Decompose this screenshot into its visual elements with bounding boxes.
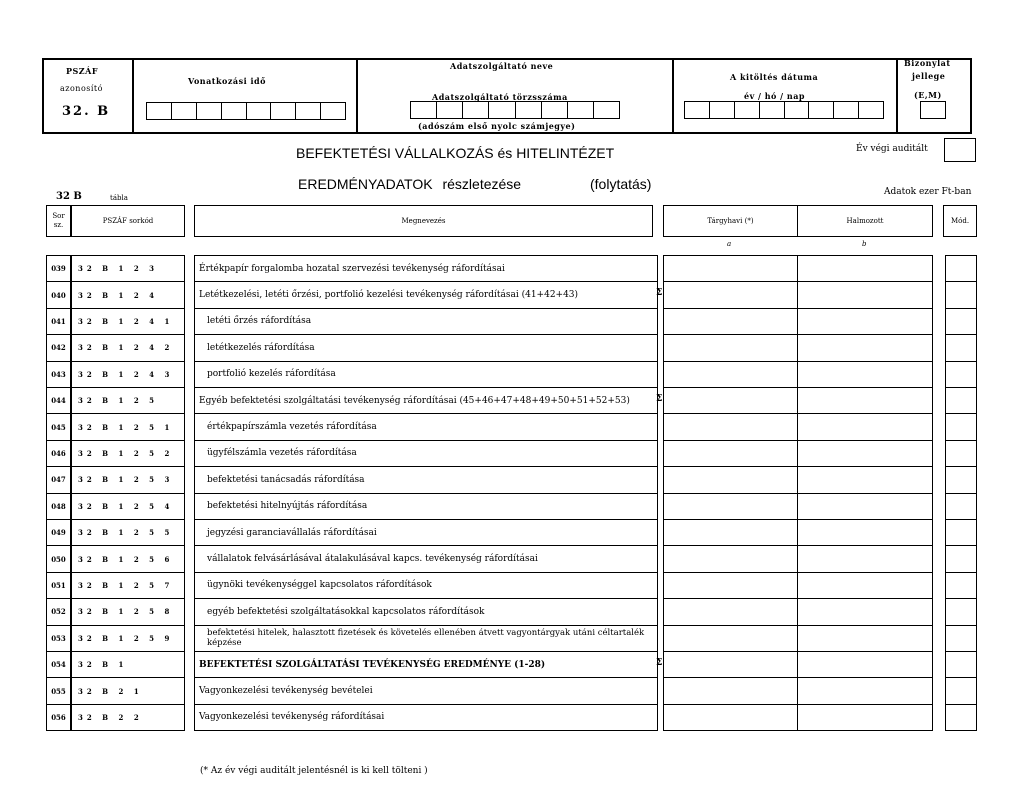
row-label: értékpapírszámla vezetés ráfordítása: [194, 413, 658, 440]
pszaf-code: 32 B 1 2 5 6: [71, 545, 185, 572]
fill-date-input[interactable]: [684, 101, 884, 119]
current-value-cell[interactable]: [663, 493, 798, 520]
current-value-cell[interactable]: [663, 281, 798, 308]
table-row: [0, 466, 1016, 492]
current-value-cell[interactable]: [663, 598, 798, 625]
cumulative-value-cell[interactable]: [797, 308, 933, 335]
table-row: [0, 361, 1016, 387]
provider-name-label: Adatszolgáltató neve: [450, 61, 554, 71]
row-label: befektetési hitelnyújtás ráfordítása: [194, 493, 658, 520]
row-label: befektetési tanácsadás ráfordítása: [194, 466, 658, 493]
pszaf-code: 32 B 1 2 5 2: [71, 440, 185, 467]
mod-cell[interactable]: [945, 625, 977, 652]
pszaf-code: 32 B 1 2 5: [71, 387, 185, 414]
period-input[interactable]: [146, 102, 346, 120]
cumulative-value-cell[interactable]: [797, 598, 933, 625]
cumulative-value-cell[interactable]: [797, 281, 933, 308]
table-row: [0, 440, 1016, 466]
cumulative-value-cell[interactable]: [797, 651, 933, 678]
provider-reg-input[interactable]: [410, 101, 620, 119]
form-code: 32. B: [62, 104, 111, 119]
row-label: jegyzési garanciavállalás ráfordításai: [194, 519, 658, 546]
table-row: [0, 413, 1016, 439]
cumulative-value-cell[interactable]: [797, 519, 933, 546]
current-value-cell[interactable]: [663, 387, 798, 414]
table-row: [0, 677, 1016, 703]
row-label: letéti őrzés ráfordítása: [194, 308, 658, 335]
row-label: ügynöki tevékenységgel kapcsolatos ráfordítások: [194, 572, 658, 599]
cumulative-value-cell[interactable]: [797, 334, 933, 361]
row-number: 042: [46, 334, 71, 361]
mod-cell[interactable]: [945, 361, 977, 388]
table-label: 32 B: [56, 191, 82, 202]
cumulative-value-cell[interactable]: [797, 493, 933, 520]
table-row: [0, 704, 1016, 730]
mod-cell[interactable]: [945, 677, 977, 704]
header-divider: [896, 58, 898, 134]
table-row: [0, 572, 1016, 598]
sum-indicator-icon: Σ: [656, 658, 663, 668]
cumulative-value-cell[interactable]: [797, 545, 933, 572]
mod-cell[interactable]: [945, 255, 977, 282]
col-header-sor-text: Sor sz.: [52, 212, 65, 229]
row-number: 051: [46, 572, 71, 599]
table-row: [0, 334, 1016, 360]
current-value-cell[interactable]: [663, 545, 798, 572]
cumulative-value-cell[interactable]: [797, 440, 933, 467]
col-header-cumulative: [797, 205, 933, 237]
row-label: letétkezelés ráfordítása: [194, 334, 658, 361]
mod-cell[interactable]: [945, 308, 977, 335]
current-value-cell[interactable]: [663, 255, 798, 282]
pszaf-code: 32 B 1 2 5 3: [71, 466, 185, 493]
current-value-cell[interactable]: [663, 625, 798, 652]
table-row: [0, 493, 1016, 519]
mod-cell[interactable]: [945, 387, 977, 414]
nature-input[interactable]: [920, 101, 946, 119]
mod-cell[interactable]: [945, 545, 977, 572]
col-header-sor: [46, 205, 71, 237]
row-label: Vagyonkezelési tevékenység bevételei: [194, 677, 658, 704]
col-header-name-text: Megnevezés: [401, 217, 446, 225]
provider-reg-label: Adatszolgáltató törzsszáma: [432, 92, 568, 102]
header-divider: [132, 58, 134, 134]
mod-cell[interactable]: [945, 572, 977, 599]
pszaf-code: 32 B 1 2 5 4: [71, 493, 185, 520]
cumulative-value-cell[interactable]: [797, 255, 933, 282]
current-value-cell[interactable]: [663, 677, 798, 704]
row-label: Vagyonkezelési tevékenység ráfordításai: [194, 704, 658, 731]
col-header-pszaf-text: PSZÁF sorkód: [102, 217, 154, 225]
col-header-cumulative-text: Halmozott: [846, 217, 884, 225]
page-subtitle-cont: (folytatás): [590, 176, 652, 192]
pszaf-code: 32 B 1 2 5 7: [71, 572, 185, 599]
row-number: 040: [46, 281, 71, 308]
row-label: BEFEKTETÉSI SZOLGÁLTATÁSI TEVÉKENYSÉG EREDMÉNYE (1-28): [194, 651, 658, 678]
col-header-pszaf: [71, 205, 185, 237]
row-number: 039: [46, 255, 71, 282]
row-label: egyéb befektetési szolgáltatásokkal kapcsolatos ráfordítások: [194, 598, 658, 625]
pszaf-code: 32 B 1 2 3: [71, 255, 185, 282]
current-value-cell[interactable]: [663, 651, 798, 678]
current-value-cell[interactable]: [663, 334, 798, 361]
table-row: [0, 598, 1016, 624]
header-divider: [672, 58, 674, 134]
col-sub-a: a: [727, 240, 732, 248]
page-title: BEFEKTETÉSI VÁLLALKOZÁS és HITELINTÉZET: [296, 145, 615, 161]
audit-checkbox[interactable]: [944, 138, 976, 162]
pszaf-sub-label: azonosító: [60, 84, 103, 93]
mod-cell[interactable]: [945, 334, 977, 361]
pszaf-code: 32 B 1 2 5 1: [71, 413, 185, 440]
table-word: tábla: [110, 194, 128, 202]
row-number: 041: [46, 308, 71, 335]
cumulative-value-cell[interactable]: [797, 704, 933, 731]
pszaf-code: 32 B 1 2 4: [71, 281, 185, 308]
current-value-cell[interactable]: [663, 413, 798, 440]
current-value-cell[interactable]: [663, 704, 798, 731]
row-number: 050: [46, 545, 71, 572]
table-row: [0, 651, 1016, 677]
mod-cell[interactable]: [945, 466, 977, 493]
cumulative-value-cell[interactable]: [797, 387, 933, 414]
cumulative-value-cell[interactable]: [797, 572, 933, 599]
col-sub-b: b: [862, 240, 867, 248]
col-header-name: [194, 205, 653, 237]
fill-date-format: év / hó / nap: [744, 91, 805, 101]
row-number: 046: [46, 440, 71, 467]
pszaf-code: 32 B 2 2: [71, 704, 185, 731]
row-number: 047: [46, 466, 71, 493]
row-number: 053: [46, 625, 71, 652]
row-number: 045: [46, 413, 71, 440]
nature-label-2: jellege: [912, 71, 946, 81]
pszaf-code: 32 B 1 2 5 5: [71, 519, 185, 546]
pszaf-code: 32 B 1: [71, 651, 185, 678]
row-number: 043: [46, 361, 71, 388]
table-row: [0, 308, 1016, 334]
cumulative-value-cell[interactable]: [797, 361, 933, 388]
units-note: Adatok ezer Ft-ban: [884, 187, 972, 197]
row-label: Letétkezelési, letéti őrzési, portfolió kezelési tevékenység ráfordításai (41+42+43): [194, 281, 658, 308]
row-label: Értékpapír forgalomba hozatal szervezési tevékenység ráfordításai: [194, 255, 658, 282]
audit-label: Év végi auditált: [856, 144, 928, 154]
mod-cell[interactable]: [945, 440, 977, 467]
header-divider: [356, 58, 358, 134]
table-row: [0, 387, 1016, 413]
row-number: 052: [46, 598, 71, 625]
row-label: Egyéb befektetési szolgáltatási tevékenység ráfordításai (45+46+47+48+49+50+51+52+53): [194, 387, 658, 414]
current-value-cell[interactable]: [663, 440, 798, 467]
cumulative-value-cell[interactable]: [797, 625, 933, 652]
pszaf-code: 32 B 1 2 4 3: [71, 361, 185, 388]
col-header-mod: [943, 205, 977, 237]
row-number: 056: [46, 704, 71, 731]
mod-cell[interactable]: [945, 598, 977, 625]
provider-reg-note: (adószám első nyolc számjegye): [418, 121, 576, 131]
fill-date-label: A kitöltés dátuma: [730, 72, 819, 82]
mod-cell[interactable]: [945, 519, 977, 546]
col-header-current: [663, 205, 798, 237]
row-number: 049: [46, 519, 71, 546]
table-row: [0, 255, 1016, 281]
mod-cell[interactable]: [945, 281, 977, 308]
table-row: [0, 545, 1016, 571]
current-value-cell[interactable]: [663, 361, 798, 388]
row-label: vállalatok felvásárlásával átalakulásával kapcs. tevékenység ráfordításai: [194, 545, 658, 572]
page-subtitle: EREDMÉNYADATOK részletezése: [298, 176, 522, 192]
current-value-cell[interactable]: [663, 308, 798, 335]
cumulative-value-cell[interactable]: [797, 677, 933, 704]
row-number: 048: [46, 493, 71, 520]
row-number: 055: [46, 677, 71, 704]
mod-cell[interactable]: [945, 651, 977, 678]
row-label: portfolió kezelés ráfordítása: [194, 361, 658, 388]
cumulative-value-cell[interactable]: [797, 466, 933, 493]
mod-cell[interactable]: [945, 704, 977, 731]
current-value-cell[interactable]: [663, 572, 798, 599]
table-row: [0, 625, 1016, 651]
footnote: (* Az év végi auditált jelentésnél is ki kell tölteni ): [200, 766, 428, 776]
row-label: befektetési hitelek, halasztott fizetések és követelés ellenében átvett vagyontárgyak utáni céltartalék képzése: [194, 625, 658, 652]
nature-options: (E,M): [914, 90, 942, 100]
row-number: 054: [46, 651, 71, 678]
col-header-current-text: Tárgyhavi (*): [707, 217, 754, 225]
current-value-cell[interactable]: [663, 466, 798, 493]
table-row: [0, 281, 1016, 307]
pszaf-code: 32 B 2 1: [71, 677, 185, 704]
sum-indicator-icon: Σ: [656, 288, 663, 299]
pszaf-code: 32 B 1 2 5 8: [71, 598, 185, 625]
pszaf-code: 32 B 1 2 4 1: [71, 308, 185, 335]
row-number: 044: [46, 387, 71, 414]
mod-cell[interactable]: [945, 493, 977, 520]
current-value-cell[interactable]: [663, 519, 798, 546]
nature-label: Bizonylat: [904, 58, 951, 68]
pszaf-code: 32 B 1 2 4 2: [71, 334, 185, 361]
mod-cell[interactable]: [945, 413, 977, 440]
pszaf-label: PSZÁF: [66, 66, 99, 76]
table-body: [0, 255, 1016, 735]
period-label: Vonatkozási idő: [188, 76, 266, 86]
table-row: [0, 519, 1016, 545]
row-label: ügyfélszámla vezetés ráfordítása: [194, 440, 658, 467]
pszaf-code: 32 B 1 2 5 9: [71, 625, 185, 652]
col-header-mod-text: Mód.: [950, 217, 970, 225]
sum-indicator-icon: Σ: [656, 394, 663, 404]
cumulative-value-cell[interactable]: [797, 413, 933, 440]
